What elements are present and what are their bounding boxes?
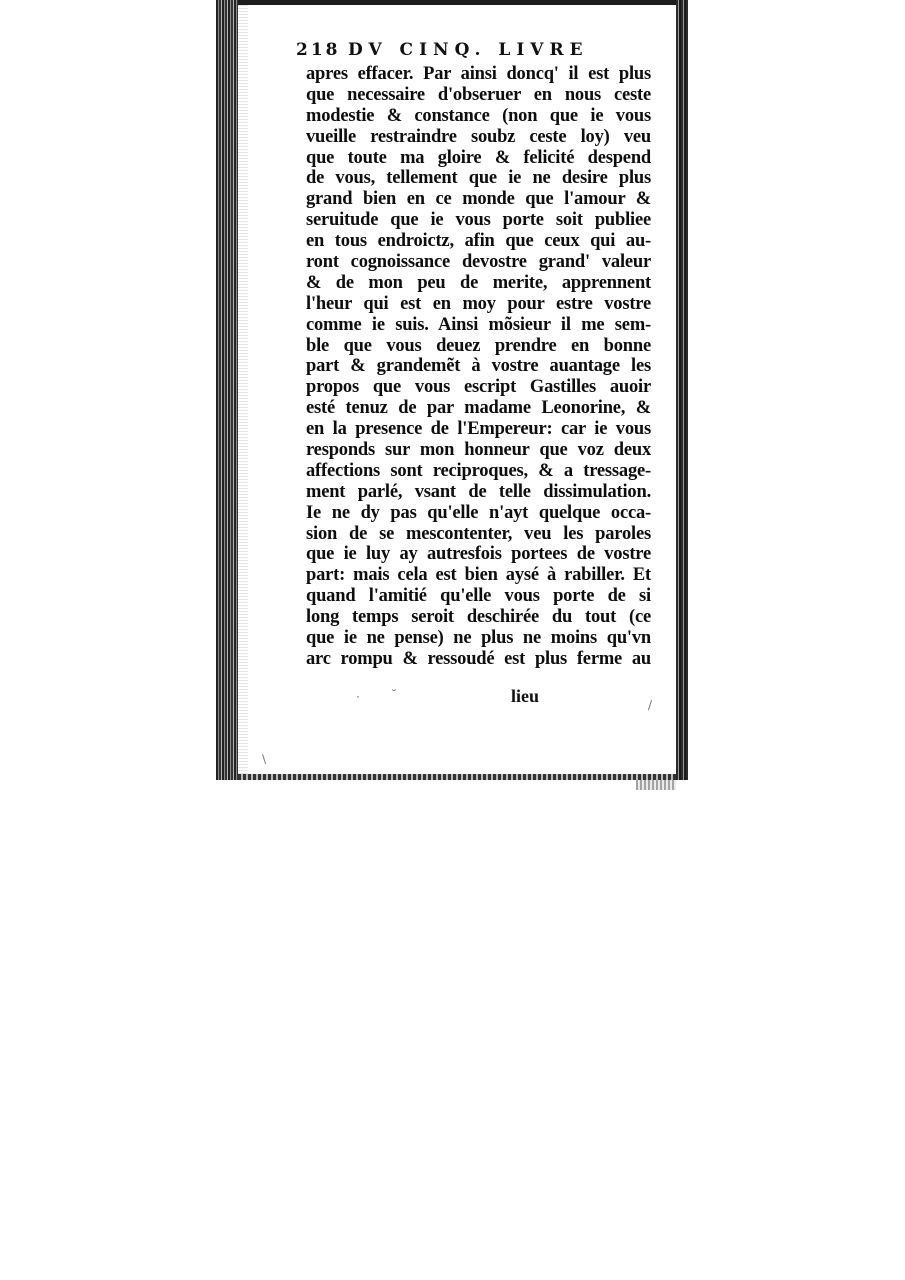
- text-line: esté tenuz de par madame Leonorine, &: [306, 398, 651, 419]
- ink-speck: \: [644, 698, 656, 712]
- right-scan-edge: [676, 0, 688, 780]
- running-head-title: DV CINQ. LIVRE: [348, 40, 589, 60]
- text-line: ment parlé, vsant de telle dissimulation.: [306, 481, 651, 502]
- catchword: lieu: [511, 686, 540, 706]
- gutter-shadow: [238, 0, 248, 780]
- text-line: Ie ne dy pas qu'elle n'ayt quelque occa-: [306, 502, 651, 523]
- page-body: [296, 40, 651, 670]
- text-line: affections sont reciproques, & a tressage-: [306, 460, 651, 481]
- text-line: & de mon peu de merite, apprennent: [306, 272, 651, 293]
- text-line: grand bien en ce monde que l'amour &: [306, 189, 651, 210]
- text-line: l'heur qui est en moy pour estre vostre: [306, 293, 651, 314]
- text-line: en la presence de l'Empereur: car ie vous: [306, 419, 651, 440]
- text-line: de vous, tellement que ie ne desire plus: [306, 168, 651, 189]
- text-line: en tous endroictz, afin que ceux qui au-: [306, 231, 651, 252]
- top-scan-edge: [238, 0, 676, 5]
- text-line: part & grandemẽt à vostre auantage les: [306, 356, 651, 377]
- bottom-scan-edge: [238, 774, 676, 780]
- scanned-page: [216, 0, 688, 780]
- text-line: que ie luy ay autresfois portees de vostre: [306, 544, 651, 565]
- book-gutter-edge: [216, 0, 238, 780]
- ink-speck: /: [258, 752, 270, 766]
- text-line: que toute ma gloire & felicité despend: [306, 147, 651, 168]
- text-line: que necessaire d'obseruer en nous ceste: [306, 84, 651, 105]
- text-line: que ie ne pense) ne plus ne moins qu'vn: [306, 628, 651, 649]
- body-text: [306, 64, 651, 670]
- text-line: comme ie suis. Ainsi mõsieur il me sem-: [306, 314, 651, 335]
- ink-speck: ˘: [391, 688, 397, 702]
- text-line: vueille restraindre soubz ceste loy) veu: [306, 126, 651, 147]
- text-line: propos que vous escript Gastilles auoir: [306, 377, 651, 398]
- text-line: apres effacer. Par ainsi doncq' il est plus: [306, 64, 651, 84]
- text-line: seruitude que ie vous porte soit publiee: [306, 210, 651, 231]
- text-line: long temps seroit deschirée du tout (ce: [306, 607, 651, 628]
- text-line: ble que vous deuez prendre en bonne: [306, 335, 651, 356]
- text-line: sion de se mescontenter, veu les paroles: [306, 523, 651, 544]
- scan-offcut: [636, 780, 676, 790]
- text-line: quand l'amitié qu'elle vous porte de si: [306, 586, 651, 607]
- text-line: part: mais cela est bien aysé à rabiller. Et: [306, 565, 651, 586]
- text-line: arc rompu & ressoudé est plus ferme au: [306, 648, 651, 669]
- running-head: [296, 40, 651, 64]
- folio-number: 218: [296, 40, 341, 60]
- text-line: ront cognoissance devostre grand' valeur: [306, 252, 651, 273]
- text-line: responds sur mon honneur que voz deux: [306, 440, 651, 461]
- text-line: modestie & constance (non que ie vous: [306, 105, 651, 126]
- ink-speck: ·: [356, 690, 360, 704]
